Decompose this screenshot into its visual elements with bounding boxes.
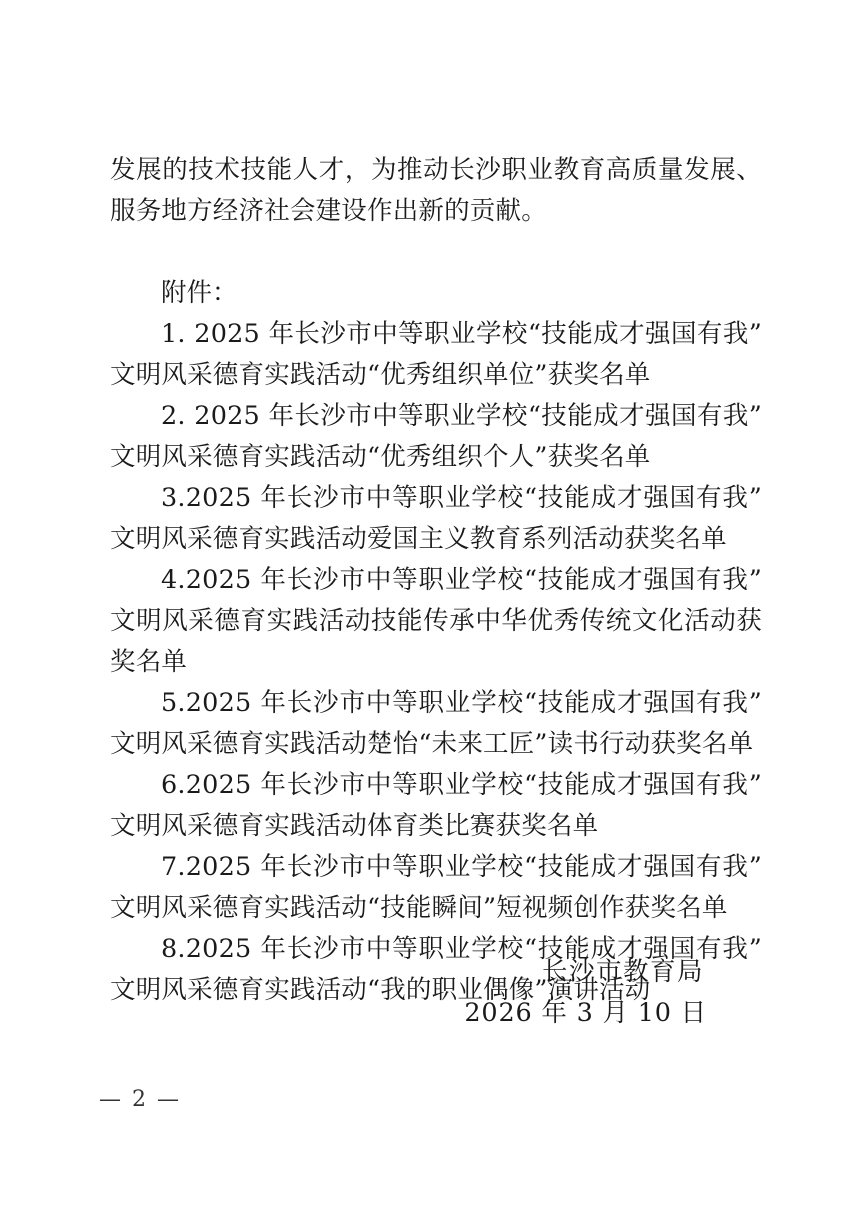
attachment-item-1: 1. 2025 年长沙市中等职业学校“技能成才强国有我”文明风采德育实践活动“优秀组织单位”获奖名单 xyxy=(110,319,762,390)
attachment-item-7: 7.2025 年长沙市中等职业学校“技能成才强国有我”文明风采德育实践活动“技能瞬间”短视频创作获奖名单 xyxy=(110,852,762,923)
attachment-item-6: 6.2025 年长沙市中等职业学校“技能成才强国有我”文明风采德育实践活动体育类比赛获奖名单 xyxy=(110,770,762,841)
attachment-item-2: 2. 2025 年长沙市中等职业学校“技能成才强国有我”文明风采德育实践活动“优秀组织个人”获奖名单 xyxy=(110,401,762,472)
attachment-item-3: 3.2025 年长沙市中等职业学校“技能成才强国有我”文明风采德育实践活动爱国主义教育系列活动获奖名单 xyxy=(110,483,762,554)
attachment-item-5: 5.2025 年长沙市中等职业学校“技能成才强国有我”文明风采德育实践活动楚怡“未来工匠”读书行动获奖名单 xyxy=(110,688,762,759)
attachment-item-4: 4.2025 年长沙市中等职业学校“技能成才强国有我”文明风采德育实践活动技能传承中华优秀传统文化活动获奖名单 xyxy=(110,565,762,677)
signature-block xyxy=(110,952,762,1034)
attachment-item-8: 8.2025 年长沙市中等职业学校“技能成才强国有我”文明风采德育实践活动“我的职业偶像”演讲活动 xyxy=(110,934,762,1005)
signature-organization: 长沙市教育局 xyxy=(541,957,704,987)
signature-date: 2026 年 3 月 10 日 xyxy=(464,998,707,1028)
paragraph-spacer xyxy=(110,232,762,273)
document-body xyxy=(110,150,762,1011)
page-number: — 2 — xyxy=(99,1087,181,1112)
attachment-label: 附件： xyxy=(161,278,238,308)
body-paragraph: 发展的技术技能人才，为推动长沙职业教育高质量发展、服务地方经济社会建设作出新的贡献。 xyxy=(110,155,762,226)
